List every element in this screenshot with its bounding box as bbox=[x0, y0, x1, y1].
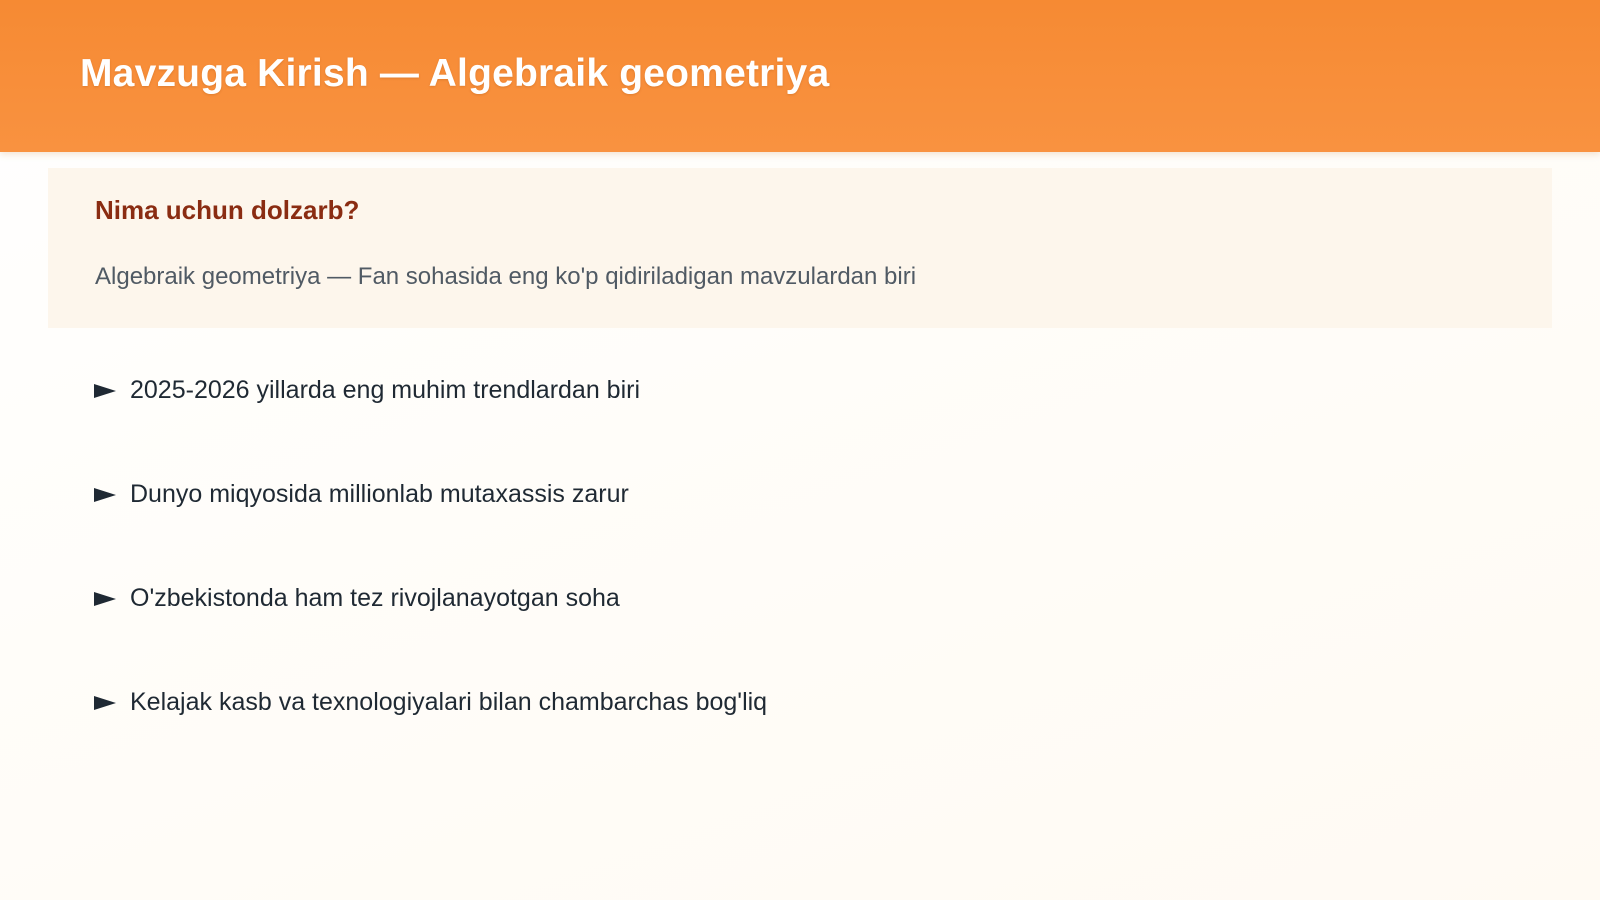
bullet-text: Dunyo miqyosida millionlab mutaxassis zarur bbox=[130, 479, 629, 508]
bullet-text: Kelajak kasb va texnologiyalari bilan chambarchas bog'liq bbox=[130, 687, 768, 716]
callout-box bbox=[48, 168, 1552, 328]
bullet-item bbox=[94, 370, 767, 410]
bullet-list bbox=[94, 370, 767, 786]
triangle-right-icon bbox=[94, 384, 116, 398]
triangle-right-icon bbox=[94, 592, 116, 606]
bullet-text: 2025-2026 yillarda eng muhim trendlardan biri bbox=[130, 375, 641, 404]
callout-text: Algebraik geometriya — Fan sohasida eng ko'p qidiriladigan mavzulardan biri bbox=[95, 263, 917, 290]
callout-title: Nima uchun dolzarb? bbox=[95, 195, 360, 225]
triangle-right-icon bbox=[94, 488, 116, 502]
slide-title: Mavzuga Kirish — Algebraik geometriya bbox=[80, 52, 830, 95]
bullet-item bbox=[94, 474, 767, 514]
bullet-item bbox=[94, 682, 767, 722]
triangle-right-icon bbox=[94, 696, 116, 710]
header-banner bbox=[0, 0, 1600, 152]
bullet-text: O'zbekistonda ham tez rivojlanayotgan soha bbox=[130, 583, 620, 612]
bullet-item bbox=[94, 578, 767, 618]
